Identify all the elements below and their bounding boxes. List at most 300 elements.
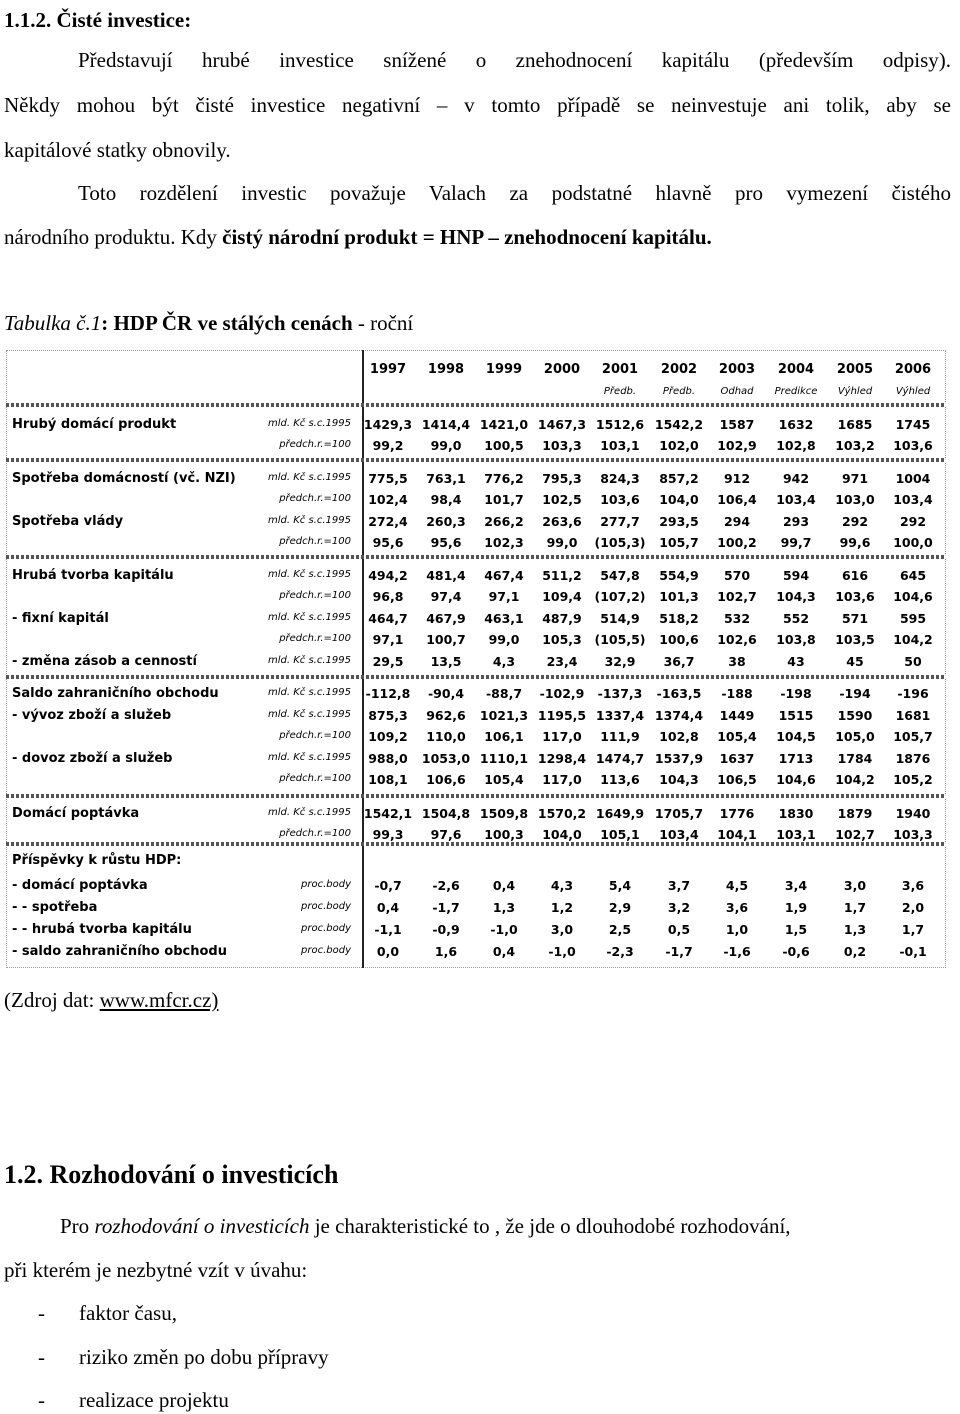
table-cell: 547,8 [600, 568, 640, 583]
table-cell: 104,2 [893, 632, 933, 647]
table-cell: 117,0 [542, 729, 582, 744]
table-cell: 912 [723, 471, 751, 486]
row-label: Hrubá tvorba kapitálu [12, 568, 174, 583]
table-cell: 104,2 [835, 772, 875, 787]
table-cell: 95,6 [372, 535, 404, 550]
table-cell: 594 [782, 568, 810, 583]
table-cell: 2,9 [608, 900, 632, 915]
table-cell: 4,3 [492, 654, 516, 669]
table-cell: 110,0 [426, 729, 466, 744]
table-cell: 1512,6 [595, 417, 645, 432]
row-unit: předch.r.=100 [279, 590, 351, 601]
row-unit: předch.r.=100 [279, 828, 351, 839]
table-cell: 103,4 [659, 827, 699, 842]
table-cell: 99,0 [430, 438, 462, 453]
bullet-item: realizace projektu [79, 1388, 229, 1412]
year-note: Odhad [720, 386, 754, 397]
table-cell: -1,7 [432, 900, 460, 915]
table-cell: 100,2 [717, 535, 757, 550]
table-cell: 1879 [837, 806, 873, 821]
table-cell: 3,0 [550, 922, 574, 937]
table-cell: -1,6 [723, 944, 751, 959]
row-label: Saldo zahraničního obchodu [12, 686, 219, 701]
table-cell: 102,5 [542, 492, 582, 507]
table-cell: -1,0 [548, 944, 576, 959]
table-cell: 100,3 [484, 827, 524, 842]
table-cell: 857,2 [659, 471, 699, 486]
table-cell: 97,6 [430, 827, 462, 842]
table-cell: -137,3 [597, 686, 643, 701]
paragraph-1-line-3: kapitálové statky obnovily. [4, 138, 231, 162]
year-header: 2006 [894, 362, 932, 377]
year-note: Předb. [603, 386, 637, 397]
table-cell: -0,1 [899, 944, 927, 959]
year-note: Předb. [662, 386, 696, 397]
table-cell: -88,7 [485, 686, 523, 701]
table-cell: 0,0 [376, 944, 400, 959]
table-separator [6, 458, 946, 462]
table-cell: 1195,5 [537, 708, 587, 723]
table-cell: 113,6 [600, 772, 640, 787]
table-cell: 104,3 [659, 772, 699, 787]
table-cell: 487,9 [542, 611, 582, 626]
row-unit: předch.r.=100 [279, 536, 351, 547]
table-cell: (107,2) [594, 589, 646, 604]
table-cell: -198 [780, 686, 812, 701]
table-caption-suffix: - roční [352, 311, 414, 335]
table-cell: 98,4 [430, 492, 462, 507]
table-cell: 1681 [895, 708, 931, 723]
table-cell: 1542,2 [654, 417, 704, 432]
row-label: - domácí poptávka [12, 878, 148, 893]
table-cell: 1590 [837, 708, 873, 723]
table-cell: 102,4 [368, 492, 408, 507]
table-cell: 511,2 [542, 568, 582, 583]
table-cell: 2,0 [901, 900, 925, 915]
table-cell: 100,6 [659, 632, 699, 647]
table-cell: 532 [723, 611, 751, 626]
table-cell: 102,8 [776, 438, 816, 453]
table-cell: 4,3 [550, 878, 574, 893]
table-cell: 99,7 [780, 535, 812, 550]
table-cell: 38 [728, 654, 746, 669]
table-cell: 1542,1 [363, 806, 413, 821]
table-cell: 95,6 [430, 535, 462, 550]
table-cell: 1685 [837, 417, 873, 432]
row-unit: mld. Kč s.c.1995 [268, 612, 351, 623]
section-2-text-italic: rozhodování o investicích [94, 1214, 310, 1238]
table-cell: 971 [841, 471, 869, 486]
row-unit: proc.body [301, 901, 351, 912]
table-cell: -196 [897, 686, 929, 701]
table-cell: 1570,2 [537, 806, 587, 821]
table-cell: 1374,4 [654, 708, 704, 723]
table-cell: 0,4 [492, 944, 516, 959]
table-cell: 3,6 [725, 900, 749, 915]
row-label: Spotřeba domácností (vč. NZI) [12, 471, 236, 486]
section-2-paragraph-line-2: při kterém je nezbytné vzít v úvahu: [4, 1258, 308, 1282]
paragraph-2-definition: čistý národní produkt = HNP – znehodnocení kapitálu. [222, 225, 712, 249]
table-cell: 29,5 [372, 654, 404, 669]
row-unit: předch.r.=100 [279, 439, 351, 450]
table-cell: 266,2 [484, 514, 524, 529]
table-cell: -1,0 [490, 922, 518, 937]
table-cell: 105,7 [893, 729, 933, 744]
row-label: - změna zásob a cenností [12, 654, 197, 669]
table-cell: 776,2 [484, 471, 524, 486]
row-label: Domácí poptávka [12, 806, 140, 821]
table-cell: 103,5 [835, 632, 875, 647]
source-note [4, 988, 218, 1012]
row-label: Příspěvky k růstu HDP: [12, 853, 182, 868]
row-unit: mld. Kč s.c.1995 [268, 655, 351, 666]
table-cell: 1,6 [434, 944, 458, 959]
table-cell: 1776 [719, 806, 755, 821]
row-unit: mld. Kč s.c.1995 [268, 709, 351, 720]
row-label: - - spotřeba [12, 900, 98, 915]
table-caption-number: Tabulka č.1 [4, 311, 102, 335]
table-cell: 1,7 [901, 922, 925, 937]
table-cell: 3,0 [843, 878, 867, 893]
table-cell: -1,1 [374, 922, 402, 937]
paragraph-2-line-2 [4, 225, 712, 249]
table-cell: 571 [841, 611, 869, 626]
table-cell: 570 [723, 568, 751, 583]
table-cell: 1337,4 [595, 708, 645, 723]
table-cell: 494,2 [368, 568, 408, 583]
year-header: 2005 [836, 362, 874, 377]
table-cell: 104,5 [776, 729, 816, 744]
table-cell: 0,5 [667, 922, 691, 937]
table-cell: 103,6 [835, 589, 875, 604]
table-cell: 101,7 [484, 492, 524, 507]
table-cell: 102,7 [717, 589, 757, 604]
table-cell: 463,1 [484, 611, 524, 626]
table-cell: 3,4 [784, 878, 808, 893]
row-unit: mld. Kč s.c.1995 [268, 515, 351, 526]
table-cell: -163,5 [656, 686, 702, 701]
row-unit: proc.body [301, 879, 351, 890]
table-cell: 272,4 [368, 514, 408, 529]
year-note: Výhled [837, 386, 873, 397]
year-note: Predikce [774, 386, 818, 397]
year-header: 2002 [660, 362, 698, 377]
table-separator [6, 403, 946, 407]
paragraph-1-line-2: Někdy mohou být čisté investice negativní – v tomto případě se neinvestuje ani tolik, aby se [4, 93, 951, 117]
table-cell: 102,0 [659, 438, 699, 453]
bullet-mark: - [38, 1345, 45, 1369]
table-cell: 106,1 [484, 729, 524, 744]
table-cell: 1632 [778, 417, 814, 432]
table-cell: 277,7 [600, 514, 640, 529]
table-cell: 97,1 [372, 632, 404, 647]
table-cell: 1,2 [550, 900, 574, 915]
table-caption-title: : HDP ČR ve stálých cenách [101, 311, 353, 335]
table-cell: 824,3 [600, 471, 640, 486]
table-cell: 97,4 [430, 589, 462, 604]
table-cell: 1467,3 [537, 417, 587, 432]
table-cell: 111,9 [600, 729, 640, 744]
table-cell: 294 [723, 514, 751, 529]
year-header: 1999 [485, 362, 523, 377]
table-cell: -0,9 [432, 922, 460, 937]
table-cell: 4,5 [725, 878, 749, 893]
table-cell: 962,6 [426, 708, 466, 723]
table-cell: 464,7 [368, 611, 408, 626]
table-cell: 1830 [778, 806, 814, 821]
table-cell: 1784 [837, 751, 873, 766]
table-cell: 97,1 [488, 589, 520, 604]
row-label: Spotřeba vlády [12, 514, 124, 529]
table-cell: 1053,0 [421, 751, 471, 766]
row-unit: předch.r.=100 [279, 773, 351, 784]
table-cell: 104,1 [717, 827, 757, 842]
table-cell: 103,3 [542, 438, 582, 453]
table-cell: -1,7 [665, 944, 693, 959]
source-link[interactable]: www.mfcr.cz) [99, 988, 219, 1012]
table-cell: 645 [899, 568, 927, 583]
table-cell: 103,6 [600, 492, 640, 507]
table-cell: (105,3) [594, 535, 646, 550]
table-cell: 1,0 [725, 922, 749, 937]
table-cell: 763,1 [426, 471, 466, 486]
table-cell: 99,6 [839, 535, 871, 550]
table-cell: (105,5) [594, 632, 646, 647]
table-cell: 795,3 [542, 471, 582, 486]
table-cell: 109,2 [368, 729, 408, 744]
table-cell: 99,3 [372, 827, 404, 842]
table-cell: 103,2 [835, 438, 875, 453]
table-cell: 102,7 [835, 827, 875, 842]
table-cell: 1110,1 [479, 751, 529, 766]
table-cell: 1745 [895, 417, 931, 432]
table-cell: 1414,4 [421, 417, 471, 432]
table-cell: 3,7 [667, 878, 691, 893]
row-label: Hrubý domácí produkt [12, 417, 177, 432]
table-cell: 514,9 [600, 611, 640, 626]
table-separator [6, 794, 946, 798]
table-cell: 1474,7 [595, 751, 645, 766]
table-cell: 293,5 [659, 514, 699, 529]
table-cell: 99,0 [488, 632, 520, 647]
table-cell: 1713 [778, 751, 814, 766]
table-cell: 292 [841, 514, 869, 529]
table-cell: 105,7 [659, 535, 699, 550]
table-cell: 518,2 [659, 611, 699, 626]
table-cell: -2,6 [432, 878, 460, 893]
table-cell: -2,3 [606, 944, 634, 959]
row-label: - saldo zahraničního obchodu [12, 944, 227, 959]
table-cell: 109,4 [542, 589, 582, 604]
row-unit: mld. Kč s.c.1995 [268, 752, 351, 763]
table-cell: 1,5 [784, 922, 808, 937]
table-cell: 105,0 [835, 729, 875, 744]
row-unit: předch.r.=100 [279, 730, 351, 741]
table-cell: 942 [782, 471, 810, 486]
table-cell: 0,4 [376, 900, 400, 915]
table-cell: 36,7 [663, 654, 695, 669]
table-cell: 293 [782, 514, 810, 529]
year-header: 1998 [427, 362, 465, 377]
table-cell: -90,4 [427, 686, 465, 701]
bullet-mark: - [38, 1388, 45, 1412]
year-header: 1997 [369, 362, 407, 377]
table-separator [6, 555, 946, 559]
table-cell: 100,5 [484, 438, 524, 453]
row-unit: proc.body [301, 945, 351, 956]
table-cell: 105,4 [717, 729, 757, 744]
table-cell: 43 [787, 654, 805, 669]
year-note: Výhled [895, 386, 931, 397]
table-cell: 103,4 [893, 492, 933, 507]
table-cell: 1429,3 [363, 417, 413, 432]
table-cell: 104,0 [542, 827, 582, 842]
table-cell: 104,3 [776, 589, 816, 604]
table-cell: -102,9 [539, 686, 585, 701]
table-cell: 1537,9 [654, 751, 704, 766]
table-cell: 5,4 [608, 878, 632, 893]
table-cell: 3,2 [667, 900, 691, 915]
table-cell: 103,1 [776, 827, 816, 842]
table-cell: 1705,7 [654, 806, 704, 821]
gdp-table [6, 350, 946, 968]
bullet-item: riziko změn po dobu přípravy [79, 1345, 329, 1369]
table-cell: 1449 [719, 708, 755, 723]
table-cell: 552 [782, 611, 810, 626]
table-cell: -194 [839, 686, 871, 701]
table-cell: 105,2 [893, 772, 933, 787]
bullet-item: faktor času, [79, 1301, 177, 1325]
row-unit: mld. Kč s.c.1995 [268, 472, 351, 483]
table-cell: 108,1 [368, 772, 408, 787]
table-cell: 1298,4 [537, 751, 587, 766]
table-cell: 100,0 [893, 535, 933, 550]
row-unit: mld. Kč s.c.1995 [268, 418, 351, 429]
row-unit: mld. Kč s.c.1995 [268, 807, 351, 818]
table-cell: 102,8 [659, 729, 699, 744]
table-cell: 1421,0 [479, 417, 529, 432]
table-cell: 103,6 [893, 438, 933, 453]
row-unit: proc.body [301, 923, 351, 934]
table-cell: 23,4 [546, 654, 578, 669]
table-cell: 1,9 [784, 900, 808, 915]
table-caption [4, 311, 413, 335]
table-cell: 1587 [719, 417, 755, 432]
table-cell: 45 [846, 654, 864, 669]
row-label: - vývoz zboží a služeb [12, 708, 172, 723]
table-cell: 100,7 [426, 632, 466, 647]
row-unit: mld. Kč s.c.1995 [268, 687, 351, 698]
table-cell: 1021,3 [479, 708, 529, 723]
paragraph-2-line-1: Toto rozdělení investic považuje Valach za podstatné hlavně pro vymezení čistého [78, 181, 951, 205]
table-cell: 467,9 [426, 611, 466, 626]
table-cell: 1876 [895, 751, 931, 766]
row-unit: mld. Kč s.c.1995 [268, 569, 351, 580]
table-cell: 117,0 [542, 772, 582, 787]
table-cell: 105,1 [600, 827, 640, 842]
table-cell: 1504,8 [421, 806, 471, 821]
table-cell: 96,8 [372, 589, 404, 604]
table-cell: 32,9 [604, 654, 636, 669]
table-cell: 481,4 [426, 568, 466, 583]
table-cell: 1940 [895, 806, 931, 821]
table-cell: 99,2 [372, 438, 404, 453]
year-header: 2001 [601, 362, 639, 377]
table-cell: 106,6 [426, 772, 466, 787]
table-cell: -0,6 [782, 944, 810, 959]
table-cell: 260,3 [426, 514, 466, 529]
table-cell: 0,4 [492, 878, 516, 893]
table-cell: 99,0 [546, 535, 578, 550]
table-cell: -188 [721, 686, 753, 701]
table-cell: 105,3 [542, 632, 582, 647]
row-label: - dovoz zboží a služeb [12, 751, 173, 766]
paragraph-2-text: národního produktu. Kdy [4, 225, 223, 249]
table-cell: 1637 [719, 751, 755, 766]
table-cell: 106,5 [717, 772, 757, 787]
table-cell: 292 [899, 514, 927, 529]
section-heading: 1.1.2. Čisté investice: [4, 8, 192, 32]
table-cell: -0,7 [374, 878, 402, 893]
table-cell: 2,5 [608, 922, 632, 937]
table-cell: -112,8 [365, 686, 411, 701]
table-cell: 1,3 [843, 922, 867, 937]
section-2-text-c: je charakteristické to , že jde o dlouhodobé rozhodování, [309, 1214, 791, 1238]
table-cell: 875,3 [368, 708, 408, 723]
bullet-mark: - [38, 1301, 45, 1325]
table-cell: 104,6 [893, 589, 933, 604]
table-separator [6, 842, 946, 846]
table-cell: 105,4 [484, 772, 524, 787]
table-cell: 104,0 [659, 492, 699, 507]
table-cell: 1649,9 [595, 806, 645, 821]
table-cell: 616 [841, 568, 869, 583]
table-cell: 50 [904, 654, 922, 669]
row-unit: předch.r.=100 [279, 633, 351, 644]
table-cell: 467,4 [484, 568, 524, 583]
table-cell: 104,6 [776, 772, 816, 787]
table-cell: 263,6 [542, 514, 582, 529]
table-cell: 103,8 [776, 632, 816, 647]
table-cell: 988,0 [368, 751, 408, 766]
table-cell: 1515 [778, 708, 814, 723]
section-2-heading: 1.2. Rozhodování o investicích [4, 1160, 339, 1189]
table-cell: 1,3 [492, 900, 516, 915]
row-unit: předch.r.=100 [279, 493, 351, 504]
year-header: 2004 [777, 362, 815, 377]
table-cell: 106,4 [717, 492, 757, 507]
table-cell: 103,1 [600, 438, 640, 453]
table-cell: 1004 [895, 471, 931, 486]
table-cell: 1509,8 [479, 806, 529, 821]
table-cell: 1,7 [843, 900, 867, 915]
section-2-paragraph-line-1 [60, 1214, 955, 1238]
section-2-text-a: Pro [60, 1214, 95, 1238]
table-cell: 3,6 [901, 878, 925, 893]
table-cell: 103,4 [776, 492, 816, 507]
table-cell: 102,3 [484, 535, 524, 550]
table-cell: 775,5 [368, 471, 408, 486]
table-cell: 595 [899, 611, 927, 626]
table-cell: 554,9 [659, 568, 699, 583]
table-cell: 102,9 [717, 438, 757, 453]
paragraph-1-line-1: Představují hrubé investice snížené o znehodnocení kapitálu (především odpisy). [78, 48, 951, 72]
table-cell: 103,3 [893, 827, 933, 842]
year-header: 2003 [718, 362, 756, 377]
row-label: - - hrubá tvorba kapitálu [12, 922, 192, 937]
table-cell: 102,6 [717, 632, 757, 647]
table-cell: 13,5 [430, 654, 462, 669]
